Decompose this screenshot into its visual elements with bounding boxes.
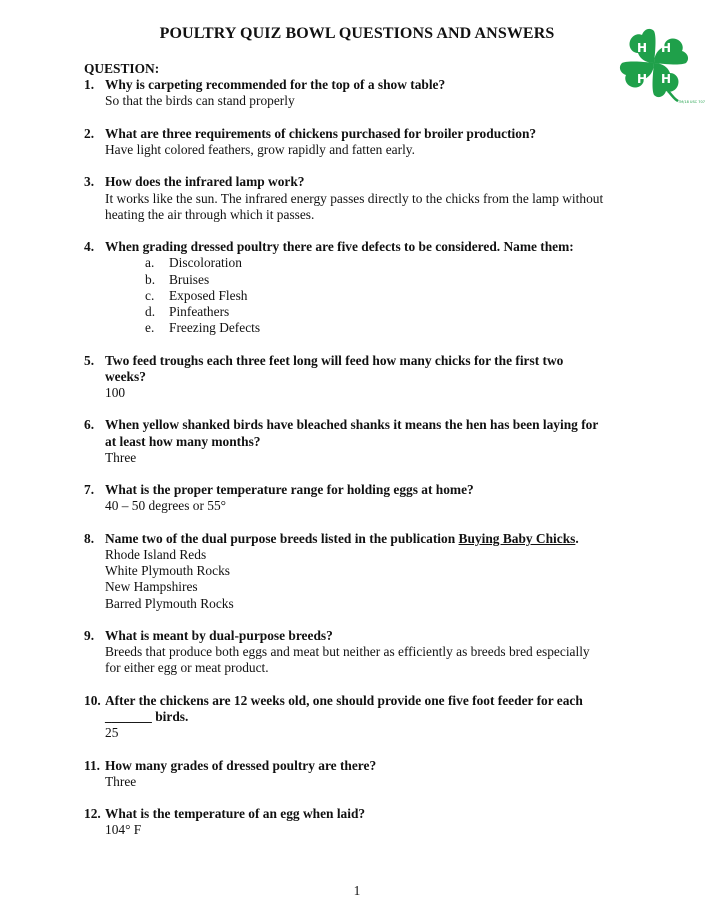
quiz-content <box>84 61 644 839</box>
answer-text: Barred Plymouth Rocks <box>105 595 234 611</box>
answer-list <box>145 255 644 336</box>
list-letter: a. <box>145 255 155 271</box>
answer-text: Three <box>105 449 137 465</box>
section-heading: QUESTION: <box>84 61 160 76</box>
question-12 <box>84 806 644 838</box>
list-item-text: Exposed Flesh <box>169 287 248 303</box>
question-number: 8. <box>84 530 95 546</box>
question-text-main: Name two of the dual purpose breeds listed in the publication <box>105 530 456 546</box>
question-number: 11. <box>84 757 100 773</box>
question-text: _______ birds. <box>105 708 189 724</box>
answer-text: New Hampshires <box>105 579 198 595</box>
answer-text: Have light colored feathers, grow rapidly and fatten early. <box>105 142 415 157</box>
list-item <box>145 272 644 288</box>
question-text: How many grades of dressed poultry are there? <box>105 757 377 773</box>
list-item-text: Pinfeathers <box>169 304 230 319</box>
answer-text: So that the birds can stand properly <box>105 93 295 109</box>
answer-text: White Plymouth Rocks <box>105 563 230 579</box>
question-text: What is the proper temperature range for holding eggs at home? <box>105 482 474 498</box>
question-text: After the chickens are 12 weeks old, one should provide one five foot feeder for each <box>105 692 583 708</box>
answer-text: It works like the sun. The infrared energy passes directly to the chicks from the lamp without <box>105 190 604 206</box>
question-text: at least how many months? <box>105 433 261 449</box>
question-text: Why is carpeting recommended for the top of a show table? <box>105 77 446 93</box>
trademark-mark: TM/18 USC 707 <box>678 100 705 104</box>
page-number: 1 <box>353 883 361 898</box>
question-period: . <box>575 530 579 546</box>
question-6 <box>84 417 644 466</box>
question-text: When grading dressed poultry there are five defects to be considered. Name them: <box>105 239 574 255</box>
list-letter: d. <box>145 304 156 319</box>
question-1 <box>84 77 644 109</box>
question-text: Two feed troughs each three feet long will feed how many chicks for the first two <box>105 352 564 368</box>
list-letter: e. <box>145 320 155 336</box>
svg-text:H: H <box>661 41 672 55</box>
answer-text: 25 <box>105 725 119 741</box>
answer-text: Three <box>105 773 137 789</box>
question-number: 9. <box>84 627 95 643</box>
answer-text: 40 – 50 degrees or 55° <box>105 498 227 514</box>
question-number: 7. <box>84 482 95 498</box>
question-number: 6. <box>84 417 95 433</box>
question-text: How does the infrared lamp work? <box>105 174 305 190</box>
question-number: 5. <box>84 352 95 368</box>
list-item <box>145 288 644 304</box>
question-8 <box>84 531 644 612</box>
list-letter: c. <box>145 287 155 303</box>
question-number: 12. <box>84 806 101 822</box>
question-text: What is the temperature of an egg when laid? <box>105 806 366 822</box>
question-4 <box>84 239 644 336</box>
question-10 <box>84 693 644 742</box>
question-number: 4. <box>84 239 95 255</box>
publication-title: Buying Baby Chicks <box>458 530 576 546</box>
question-5 <box>84 353 644 402</box>
list-item-text: Bruises <box>169 271 210 287</box>
question-text: What are three requirements of chickens purchased for broiler production? <box>105 125 537 141</box>
svg-text:H: H <box>661 72 672 86</box>
svg-text:H: H <box>637 72 648 86</box>
question-11 <box>84 758 644 790</box>
list-item <box>145 304 644 320</box>
question-3 <box>84 174 644 223</box>
answer-text: heating the air through which it passes. <box>105 206 315 222</box>
page-title: POULTRY QUIZ BOWL QUESTIONS AND ANSWERS <box>159 25 555 42</box>
list-item-text: Discoloration <box>169 255 242 271</box>
question-9 <box>84 628 644 677</box>
list-letter: b. <box>145 271 156 287</box>
question-2 <box>84 126 644 158</box>
answer-text: 104° F <box>105 822 142 838</box>
question-text: weeks? <box>105 368 146 384</box>
question-number: 3. <box>84 174 95 190</box>
answer-text: for either egg or meat product. <box>105 660 269 676</box>
question-text: What is meant by dual-purpose breeds? <box>105 627 333 643</box>
question-text <box>105 531 644 547</box>
question-number: 10. <box>84 692 101 708</box>
list-item <box>145 320 644 336</box>
list-item-text: Freezing Defects <box>169 320 261 336</box>
answer-text: Rhode Island Reds <box>105 546 207 562</box>
question-7 <box>84 482 644 514</box>
question-number: 1. <box>84 77 95 93</box>
answer-text: 100 <box>105 385 126 400</box>
svg-text:H: H <box>637 41 648 55</box>
list-item <box>145 255 644 271</box>
question-text: When yellow shanked birds have bleached shanks it means the hen has been laying for <box>105 417 599 433</box>
answer-text: Breeds that produce both eggs and meat but neither as efficiently as breeds bred especially <box>105 644 590 660</box>
question-number: 2. <box>84 125 95 141</box>
